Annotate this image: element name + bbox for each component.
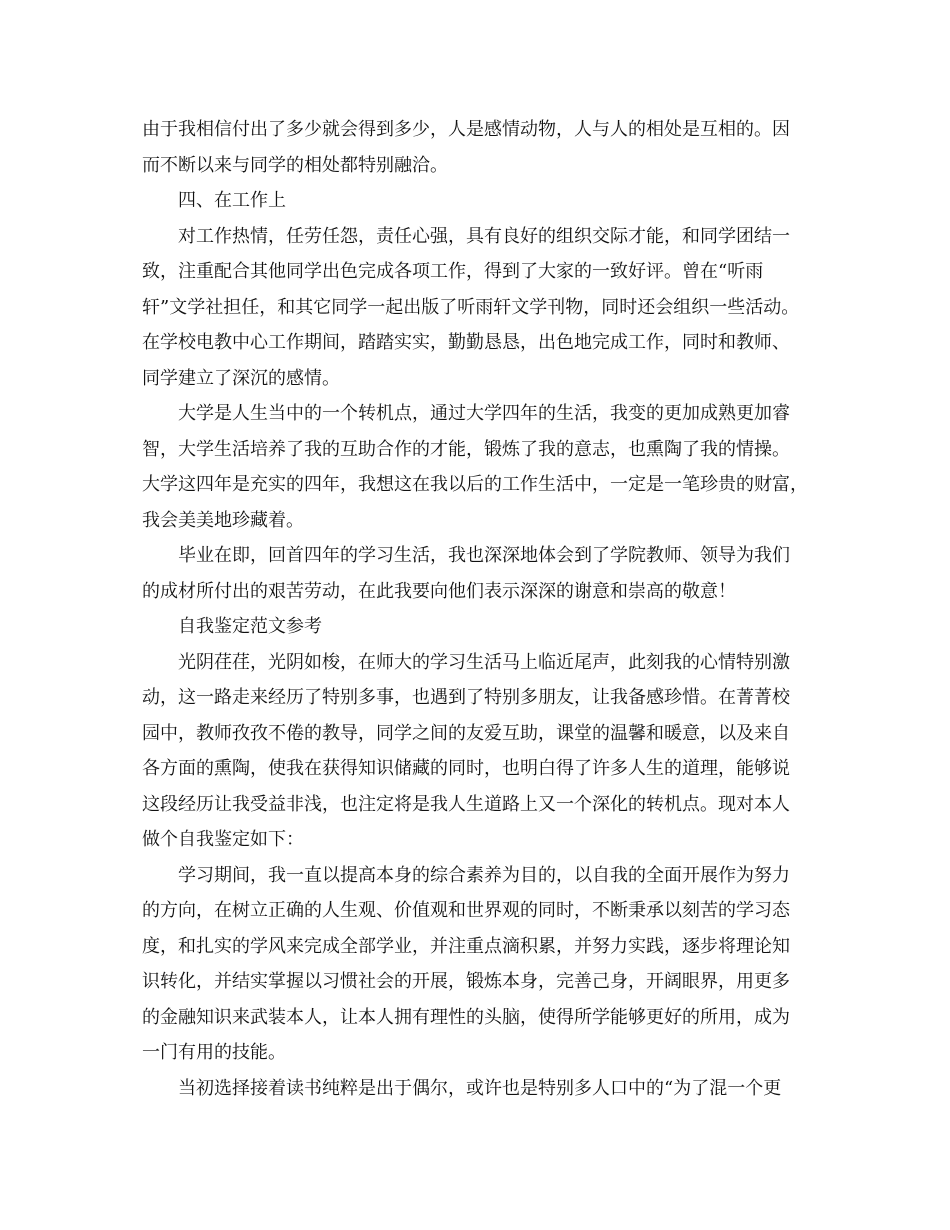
document-body xyxy=(142,112,827,1106)
text-line: 智，大学生活培养了我的互助合作的才能，锻炼了我的意志，也熏陶了我的情操。 xyxy=(142,438,790,460)
text-line: 的方向，在树立正确的人生观、价值观和世界观的同时，不断秉承以刻苦的学习态 xyxy=(142,900,790,921)
text-line: 致，注重配合其他同学出色完成各项工作，得到了大家的一致好评。曾在“听雨 xyxy=(142,261,764,282)
text-line: 的金融知识来武装本人，让本人拥有理性的头脑，使得所学能够更好的所用，成为 xyxy=(142,1006,790,1028)
text-line: 对工作热情，任劳任怨，责任心强，具有良好的组织交际才能，和同学团结一 xyxy=(178,225,790,247)
text-line: 识转化，并结实掌握以习惯社会的开展，锻炼本身，完善己身，开阔眼界，用更多 xyxy=(142,971,790,992)
text-line: 光阴荏荏，光阴如梭，在师大的学习生活马上临近尾声，此刻我的心情特别激 xyxy=(178,651,790,673)
text-line: 大学这四年是充实的四年，我想这在我以后的工作生活中，一定是一笔珍贵的财富， xyxy=(142,474,808,495)
text-line: 毕业在即，回首四年的学习生活，我也深深地体会到了学院教师、领导为我们 xyxy=(178,545,790,566)
text-line: 一门有用的技能。 xyxy=(142,1042,286,1063)
text-line: 园中，教师孜孜不倦的教导，同学之间的友爱互助，课堂的温馨和暖意，以及来自 xyxy=(142,722,790,744)
text-line: 由于我相信付出了多少就会得到多少，人是感情动物，人与人的相处是互相的。因 xyxy=(142,119,790,140)
text-line: 做个自我鉴定如下： xyxy=(142,829,304,850)
text-line: 的成材所付出的艰苦劳动，在此我要向他们表示深深的谢意和崇高的敬意！ xyxy=(142,580,736,602)
text-line: 当初选择接着读书纯粹是出于偶尔，或许也是特别多人口中的“为了混一个更 xyxy=(178,1077,782,1099)
text-line: 而不断以来与同学的相处都特别融洽。 xyxy=(142,154,448,176)
text-line: 这段经历让我受益非浅，也注定将是我人生道路上又一个深化的转机点。现对本人 xyxy=(142,793,790,815)
text-line: 我会美美地珍藏着。 xyxy=(142,509,304,531)
text-line: 在学校电教中心工作期间，踏踏实实，勤勤恳恳，出色地完成工作，同时和教师、 xyxy=(142,332,790,353)
text-line: 各方面的熏陶，使我在获得知识储藏的同时，也明白得了许多人生的道理，能够说 xyxy=(142,758,790,779)
text-line: 同学建立了深沉的感情。 xyxy=(142,367,340,389)
text-line: 学习期间，我一直以提高本身的综合素养为目的，以自我的全面开展作为努力 xyxy=(178,864,790,886)
text-line: 动，这一路走来经历了特别多事，也遇到了特别多朋友，让我备感珍惜。在菁菁校 xyxy=(142,687,790,708)
text-line: 大学是人生当中的一个转机点，通过大学四年的生活，我变的更加成熟更加睿 xyxy=(178,403,790,424)
text-line: 四、在工作上 xyxy=(178,190,286,211)
text-line: 自我鉴定范文参考 xyxy=(178,616,322,637)
text-line: 度，和扎实的学风来完成全部学业，并注重点滴积累，并努力实践，逐步将理论知 xyxy=(142,935,790,957)
text-line: 轩”文学社担任，和其它同学一起出版了听雨轩文学刊物，同时还会组织一些活动。 xyxy=(142,296,800,318)
